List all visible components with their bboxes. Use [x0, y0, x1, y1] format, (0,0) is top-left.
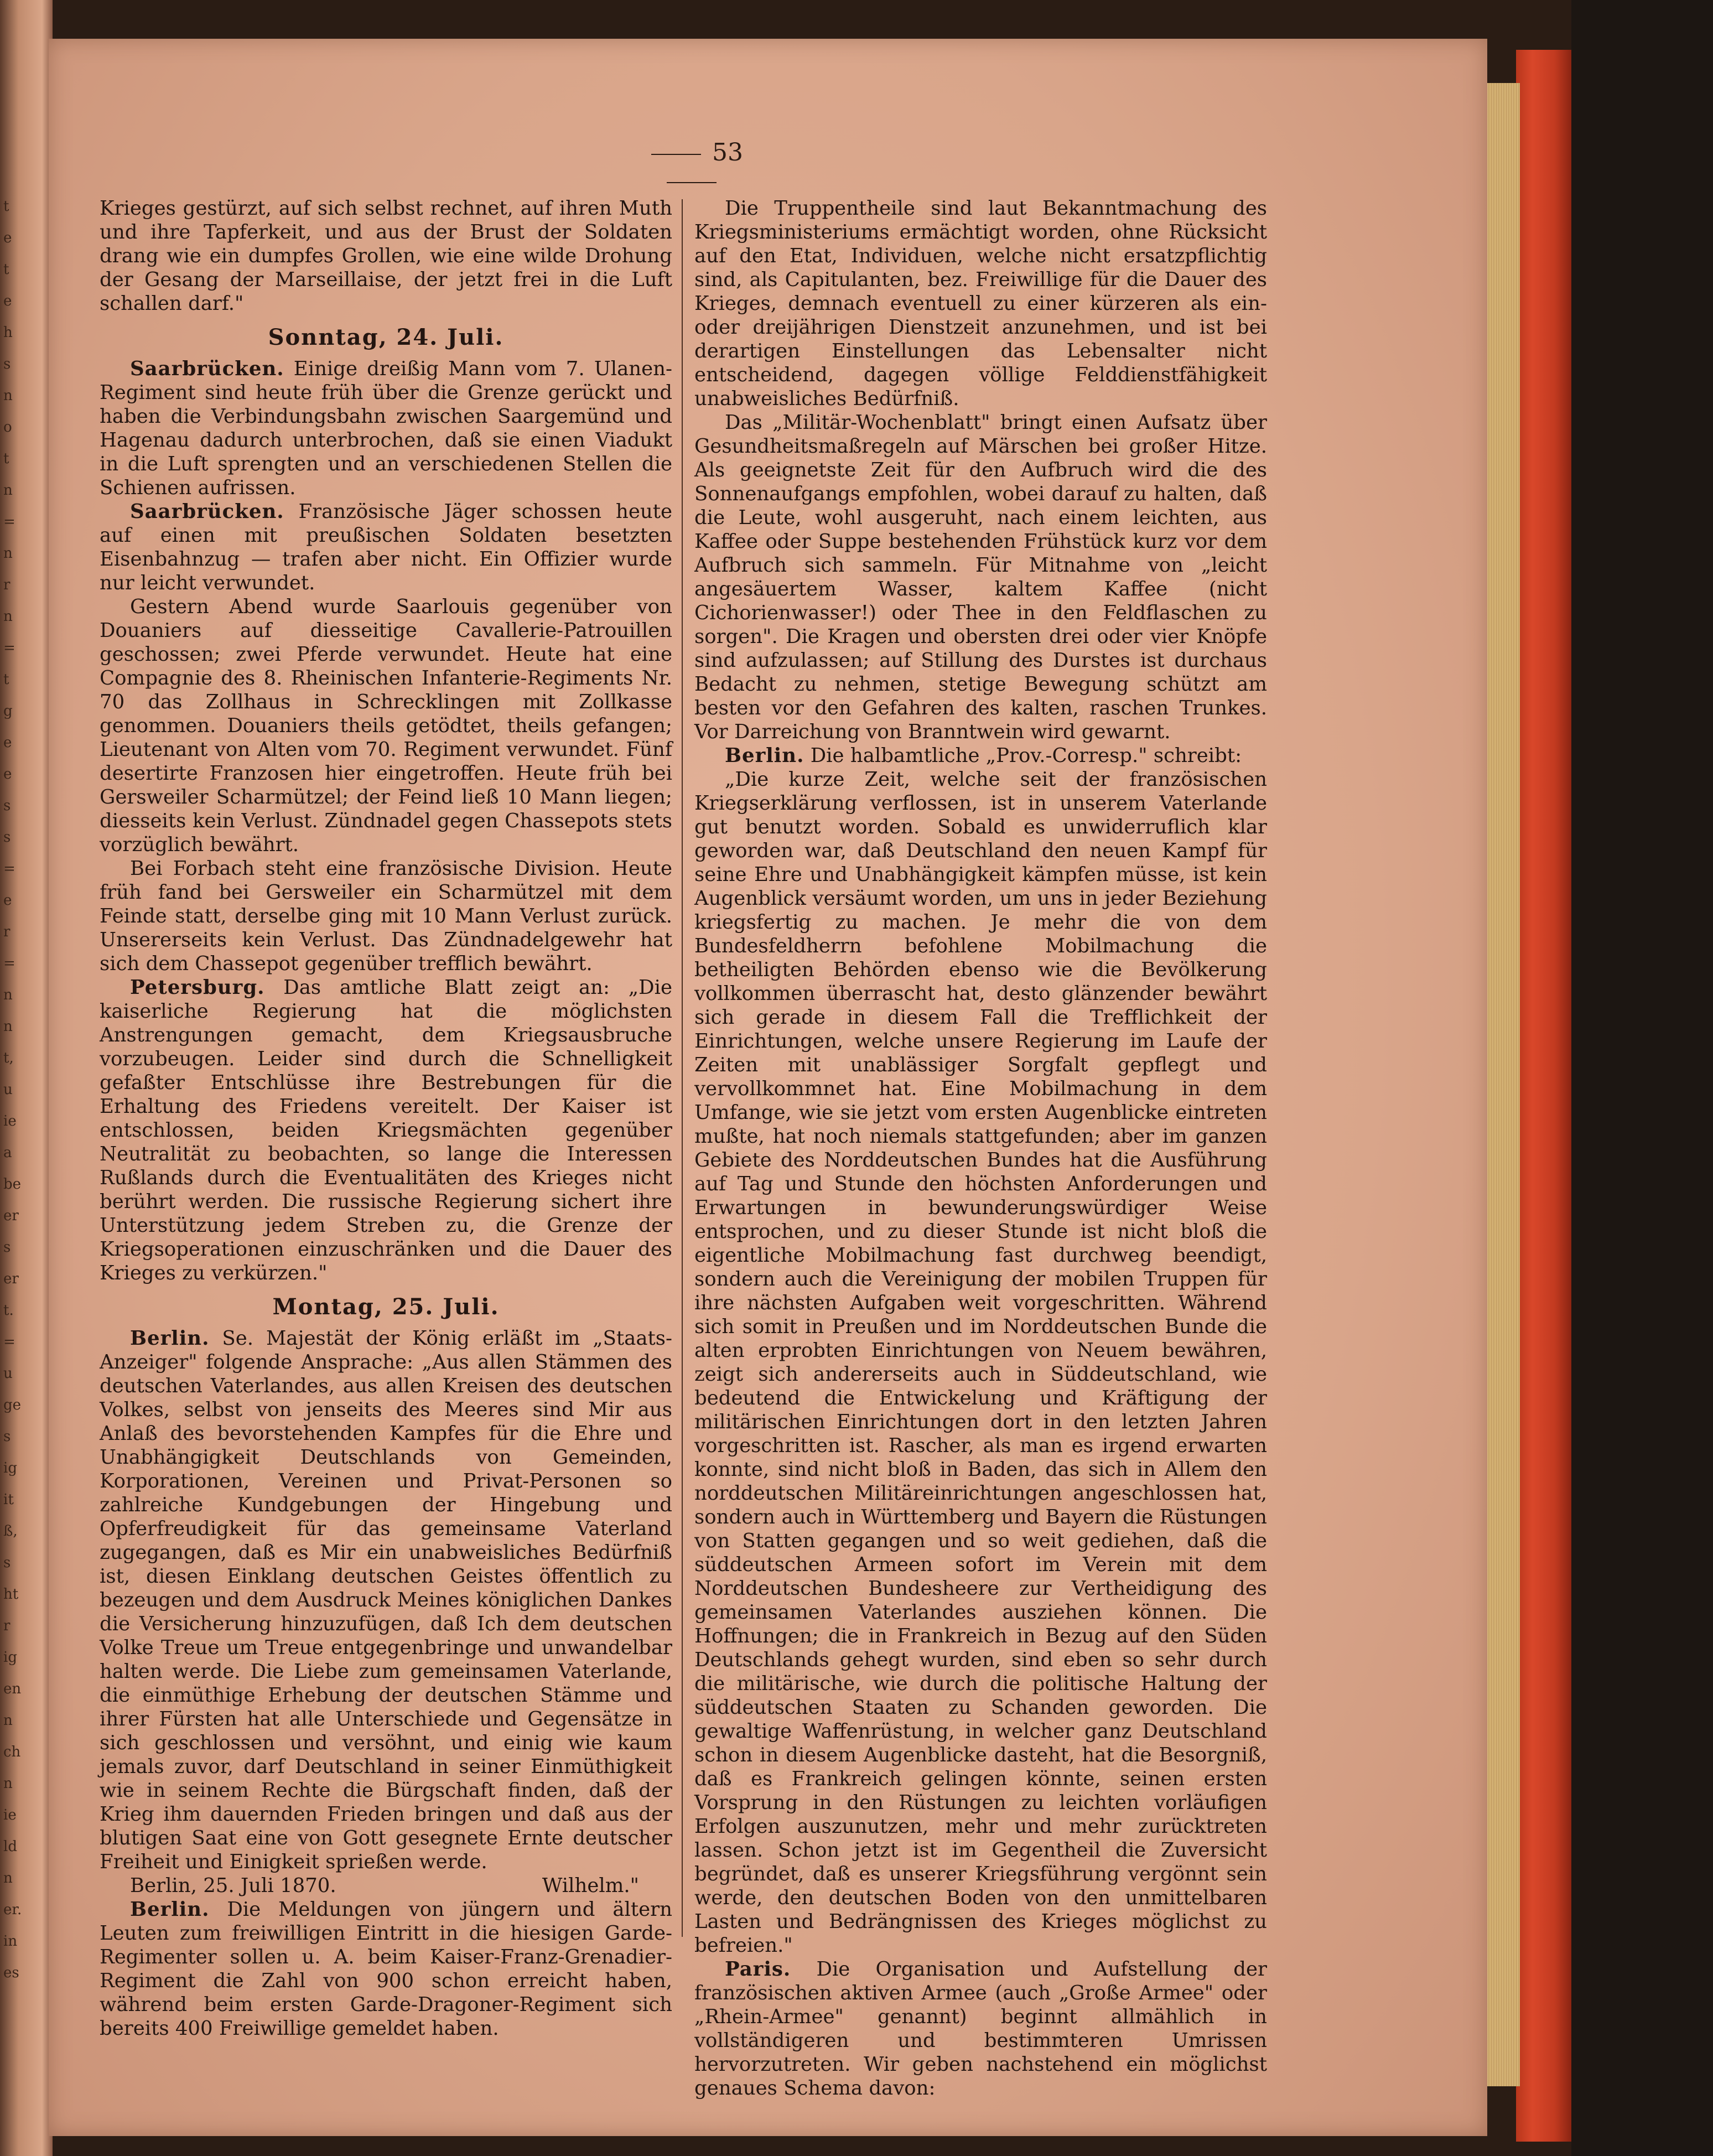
book-cover-edge: [1516, 50, 1571, 2142]
margin-fragment: n: [3, 387, 13, 404]
dateline-place: Paris.: [725, 1958, 791, 1981]
page-number-value: 53: [712, 138, 743, 167]
margin-fragment: be: [3, 1176, 22, 1193]
article-paragraph: [100, 357, 672, 500]
paragraph-text: Französische Jäger schossen heute auf einen mit preußischen Soldaten besetzten Eisenbahnzug — trafen aber nicht. Ein Offizier wurde nur leicht verwundet.: [100, 500, 672, 594]
margin-fragment: a: [3, 1144, 12, 1161]
article-paragraph: [694, 1957, 1267, 2100]
article-paragraph: [100, 500, 672, 595]
article-paragraph: [694, 744, 1267, 768]
margin-fragment: er: [3, 1271, 19, 1287]
date-heading: Montag, 25. Juli.: [272, 1294, 500, 1320]
margin-fragment: r: [3, 577, 11, 593]
page-number-dash-left: [651, 154, 701, 155]
margin-fragment: e: [3, 230, 12, 246]
margin-fragment: s: [3, 797, 11, 814]
margin-fragment: ch: [3, 1744, 21, 1760]
article-paragraph: [100, 976, 672, 1285]
date-heading: Sonntag, 24. Juli.: [268, 324, 504, 350]
margin-fragment: t.: [3, 1302, 14, 1319]
margin-fragment: r: [3, 1618, 11, 1634]
margin-fragment: =: [3, 640, 15, 656]
signature-name: Wilhelm.": [542, 1874, 639, 1897]
paragraph-text: Das „Militär-Wochenblatt" bringt einen Aufsatz über Gesundheitsmaßregeln auf Märschen bei großer Hitze. Als geeignetste Zeit für den Aufbruch wird die des Sonnenaufgangs empfohlen, wobei darauf zu halten, daß die Leute, wohl ausgeruht, nach einem leichten, aus Kaffee oder Suppe bestehenden Frühstück kurz vor dem Aufbruch sich sammeln. Für Mitnahme von „leicht angesäuertem Wasser, kaltem Kaffee (nicht Cichorienwasser!) oder Thee in den Feldflaschen zu sorgen". Die Kragen und obersten drei oder vier Knöpfe sind aufzulassen; auf Stillung des Durstes ist durchaus Bedacht zu nehmen, stetige Bewegung schützt am besten vor den Gefahren des kalten, raschen Trunkes. Vor Darreichung von Branntwein wird gewarnt.: [694, 411, 1267, 743]
column-divider: [682, 199, 683, 1937]
paragraph-text: Einige dreißig Mann vom 7. Ulanen-Regiment sind heute früh über die Grenze gerückt und haben die Verbindungsbahn zwischen Saargemünd und Hagenau dadurch unterbrochen, daß sie einen Viadukt in die Luft sprengten und an verschiedenen Stellen die Schienen aufrissen.: [100, 357, 672, 499]
article-paragraph: [694, 196, 1267, 411]
article-paragraph: [100, 1326, 672, 1874]
article-paragraph: [694, 411, 1267, 744]
margin-fragment: n: [3, 987, 13, 1003]
right-column: [694, 196, 1267, 2100]
background-right: [1571, 0, 1713, 2156]
margin-fragment: t: [3, 671, 9, 688]
dateline-place: Saarbrücken.: [130, 500, 284, 523]
margin-fragment: e: [3, 766, 12, 782]
article-paragraph: [100, 1898, 672, 2040]
page-number: [609, 138, 775, 195]
paragraph-text: „Die kurze Zeit, welche seit der französischen Kriegserklärung verflossen, ist in unserem Vaterlande gut benutzt worden. Sobald es unwiderruflich klar geworden war, daß Deutschland den neuen Kampf für seine Ehre und Unabhängigkeit kämpfen müsse, ist kein Augenblick versäumt worden, um uns in jeder Beziehung kriegsfertig zu machen. Je mehr die von dem Bundesfeldherrn befohlene Mobilmachung die betheiligten Behörden ebenso wie die Bevölkerung vollkommen überrascht hat, desto glänzender bewährt sich gerade in diesem Fall die Trefflichkeit der Einrichtungen, welche unsere Regierung im Laufe der Zeiten mit unablässiger Sorgfalt gepflegt und vervollkommnet hat. Eine Mobilmachung in dem Umfange, wie sie jetzt vom ersten Augenblicke eintreten mußte, hat noch niemals stattgefunden; aber im ganzen Gebiete des Norddeutschen Bundes hat die Ausführung auf Tag und Stunde den höchsten Anforderungen und Erwartungen in bewunderungswürdiger Weise entsprochen, und zu dieser Stunde ist nicht bloß die eigentliche Mobilmachung fast durchweg beendigt, sondern auch die Vereinigung der mobilen Truppen für ihre nächsten Aufgaben weit vorgeschritten. Während sich somit in Preußen und im Norddeutschen Bunde die alten erprobten Einrichtungen von Neuem bewähren, zeigt sich andererseits auch in Süddeutschland, wie bedeutend die Entwickelung und Kräftigung der militärischen Einrichtungen dort in den letzten Jahren vorgeschritten ist. Rascher, als man es irgend erwarten konnte, sind nicht bloß in Baden, das sich in Allem den norddeutschen Militäreinrichtungen angeschlossen hat, sondern auch in Württemberg und Bayern die Rüstungen von Statten gegangen und so weit gediehen, daß die süddeutschen Armeen sofort im Verein mit dem Norddeutschen Bundesheere zur Vertheidigung des gemeinsamen Vaterlandes ausziehen können. Die Hoffnungen; die in Frankreich in Bezug auf den Süden Deutschlands gehegt wurden, sind eben so sehr durch die militärische, wie durch die politische Haltung der süddeutschen Staaten zu Schanden geworden. Die gewaltige Waffenrüstung, in welcher ganz Deutschland schon in diesem Augenblicke dasteht, hat die Besorgniß, daß es Frankreich gelingen könnte, seinen ersten Vorsprung in den Rüstungen zu leichten vorläufigen Erfolgen auszunutzen, mehr und mehr zurücktreten lassen. Schon jetzt ist im Gegentheil die Zuversicht begründet, daß es unserer Kriegsführung vergönnt sein werde, den deutschen Boden von den unmittelbaren Lasten und Bedrängnissen des Krieges möglichst zu befreien.": [694, 768, 1267, 1957]
paragraph-text: Die Meldungen von jüngern und ältern Leuten zum freiwilligen Eintritt in die hiesigen Garde-Regimenter sollen u. A. beim Kaiser-Franz-Grenadier-Regiment die Zahl von 900 schon erreicht haben, während beim ersten Garde-Dragoner-Regiment sich bereits 400 Freiwillige gemeldet haben.: [100, 1898, 672, 2040]
margin-fragment: ß,: [3, 1523, 18, 1540]
paragraph-text: Die Truppentheile sind laut Bekanntmachung des Kriegsministeriums ermächtigt worden, ohne Rücksicht auf den Etat, Individuen, welche nicht ersatzpflichtig sind, als Capitulanten, bez. Freiwillige für die Dauer des Krieges, demnach eventuell zu einer kürzeren als ein- oder dreijährigen Dienstzeit anzunehmen, und ist bei derartigen Einstellungen das Lebensalter nicht entscheidend, dagegen völlige Felddienstfähigkeit unabweisliches Bedürfniß.: [694, 197, 1267, 410]
margin-fragment: es: [3, 1965, 19, 1981]
margin-fragment: n: [3, 608, 13, 625]
margin-fragment: u: [3, 1081, 13, 1098]
margin-fragment: t: [3, 261, 9, 278]
signature-place-date: Berlin, 25. Juli 1870.: [130, 1874, 336, 1897]
paragraph-text: Se. Majestät der König erläßt im „Staats-Anzeiger" folgende Ansprache: „Aus allen Stämmen des deutschen Vaterlandes, aus allen Kreisen des deutschen Volkes, selbst von jenseits des Meeres sind Mir aus Anlaß des bevorstehenden Kampfes für die Ehre und Unabhängigkeit Deutschlands von Gemeinden, Korporationen, Vereinen und Privat-Personen so zahlreiche Kundgebungen der Hingebung und Opferfreudigkeit für das gemeinsame Vaterland zugegangen, daß es Mir ein unabweisliches Bedürfniß ist, diesen Einklang deutschen Geistes öffentlich zu bezeugen und dem Ausdruck Meines königlichen Dankes die Versicherung hinzuzufügen, daß Ich dem deutschen Volke Treue um Treue entgegenbringe und unwandelbar halten werde. Die Liebe zum gemeinsamen Vaterlande, die einmüthige Erhebung der deutschen Stämme und ihrer Fürsten hat alle Unterschiede und Gegensätze in sich geschlossen und versöhnt, und einig wie kaum jemals zuvor, darf Deutschland in seiner Einmüthigkeit wie in seinem Rechte die Bürgschaft finden, daß der Krieg ihm dauernden Frieden bringen und daß aus der blutigen Saat eine von Gott gesegnete Ernte deutscher Freiheit und Einigkeit sprießen werde.: [100, 1327, 672, 1873]
margin-fragment: u: [3, 1365, 13, 1382]
margin-fragment: =: [3, 955, 15, 972]
margin-fragment: er.: [3, 1901, 22, 1918]
margin-fragment: er: [3, 1207, 19, 1224]
margin-fragment: in: [3, 1933, 18, 1950]
left-column: [100, 196, 672, 2040]
paragraph-text: Krieges gestürzt, auf sich selbst rechnet, auf ihren Muth und ihre Tapferkeit, und aus der Brust der Soldaten drang wie ein dumpfes Grollen, wie eine wilde Drohung der Gesang der Marseillaise, der jetzt frei in die Luft schallen darf.": [100, 197, 672, 315]
margin-fragment: s: [3, 356, 11, 372]
margin-fragment: s: [3, 1428, 11, 1445]
dateline-place: Berlin.: [130, 1327, 210, 1350]
margin-fragment: g: [3, 703, 13, 719]
margin-fragment: n: [3, 1870, 13, 1886]
margin-fragment: s: [3, 1554, 11, 1571]
margin-fragment: n: [3, 545, 13, 562]
dateline-place: Saarbrücken.: [130, 357, 284, 380]
margin-fragment: o: [3, 419, 12, 436]
dateline-place: Berlin.: [130, 1898, 210, 1921]
margin-fragment: =: [3, 1334, 15, 1350]
margin-fragment: e: [3, 734, 12, 751]
margin-fragment: n: [3, 1018, 13, 1035]
paragraph-text: Bei Forbach steht eine französische Division. Heute früh fand bei Gersweiler ein Scharmützel mit dem Feinde statt, derselbe ging mit 10 Mann Verlust zurück. Unsererseits kein Verlust. Das Zündnadelgewehr hat sich dem Chassepot gegenüber trefflich bewährt.: [100, 857, 672, 975]
margin-fragment: ig: [3, 1460, 17, 1476]
margin-fragment: e: [3, 892, 12, 909]
margin-fragment: e: [3, 293, 12, 309]
margin-fragment: n: [3, 1775, 13, 1792]
paragraph-text: Die Organisation und Aufstellung der französischen aktiven Armee (auch „Große Armee" oder „Rhein-Armee" genannt) beginnt allmählich in vollständigeren und bestimmteren Umrissen hervorzutreten. Wir geben nachstehend ein möglichst genaues Schema davon:: [694, 1958, 1267, 2100]
margin-fragment: ht: [3, 1586, 19, 1603]
margin-fragment: n: [3, 1712, 13, 1729]
margin-fragment: t,: [3, 1050, 14, 1066]
margin-fragment: r: [3, 924, 11, 940]
margin-fragment: t: [3, 450, 9, 467]
margin-fragment: t: [3, 198, 9, 215]
dateline-place: Petersburg.: [130, 976, 265, 999]
article-paragraph: [100, 595, 672, 857]
signature-line: [100, 1874, 672, 1898]
article-paragraph: [694, 768, 1267, 1957]
page-number-dash-right: [667, 182, 717, 183]
dateline-place: Berlin.: [725, 744, 804, 767]
paragraph-text: Die halbamtliche „Prov.-Corresp." schreibt:: [804, 744, 1242, 767]
margin-fragment: n: [3, 482, 13, 499]
margin-fragment: =: [3, 514, 15, 530]
article-paragraph: [100, 857, 672, 976]
margin-fragment: en: [3, 1681, 22, 1697]
margin-fragment: h: [3, 324, 13, 341]
margin-fragment: it: [3, 1491, 14, 1508]
margin-fragment: s: [3, 829, 11, 846]
margin-fragment: ig: [3, 1649, 17, 1666]
paragraph-text: Das amtliche Blatt zeigt an: „Die kaiserliche Regierung hat die möglichsten Anstrengungen gemacht, dem Kriegsausbruche vorzubeugen. Leider sind durch die Schnelligkeit gefaßter Entschlüsse ihre Bestrebungen für die Erhaltung des Friedens vereitelt. Der Kaiser ist entschlossen, beiden Kriegsmächten gegenüber Neutralität zu beobachten, so lange die Interessen Rußlands durch die Eventualitäten des Krieges nicht berührt werden. Die russische Regierung sichert ihre Unterstützung jedem Streben zu, die Grenze der Kriegsoperationen einzuschränken und die Dauer des Krieges zu verkürzen.": [100, 976, 672, 1284]
margin-fragment: ge: [3, 1397, 22, 1413]
margin-fragment: ie: [3, 1807, 17, 1823]
article-paragraph: [100, 196, 672, 315]
margin-fragment: ld: [3, 1838, 17, 1855]
paragraph-text: Gestern Abend wurde Saarlouis gegenüber von Douaniers auf diesseitige Cavallerie-Patrouillen geschossen; zwei Pferde verwundet. Heute hat eine Compagnie des 8. Rheinischen Infanterie-Regiments Nr. 70 das Zollhaus in Schrecklingen mit Zollkasse genommen. Douaniers theils getödtet, theils gefangen; Lieutenant von Alten vom 70. Regiment verwundet. Fünf desertirte Franzosen hier eingetroffen. Heute früh bei Gersweiler Scharmützel; der Feind ließ 10 Mann liegen; diesseits kein Verlust. Zündnadel gegen Chassepots stets vorzüglich bewährt.: [100, 595, 672, 856]
margin-fragment: =: [3, 861, 15, 877]
margin-fragment: ie: [3, 1113, 17, 1129]
previous-page-strip: [0, 0, 53, 2156]
margin-fragment: s: [3, 1239, 11, 1256]
